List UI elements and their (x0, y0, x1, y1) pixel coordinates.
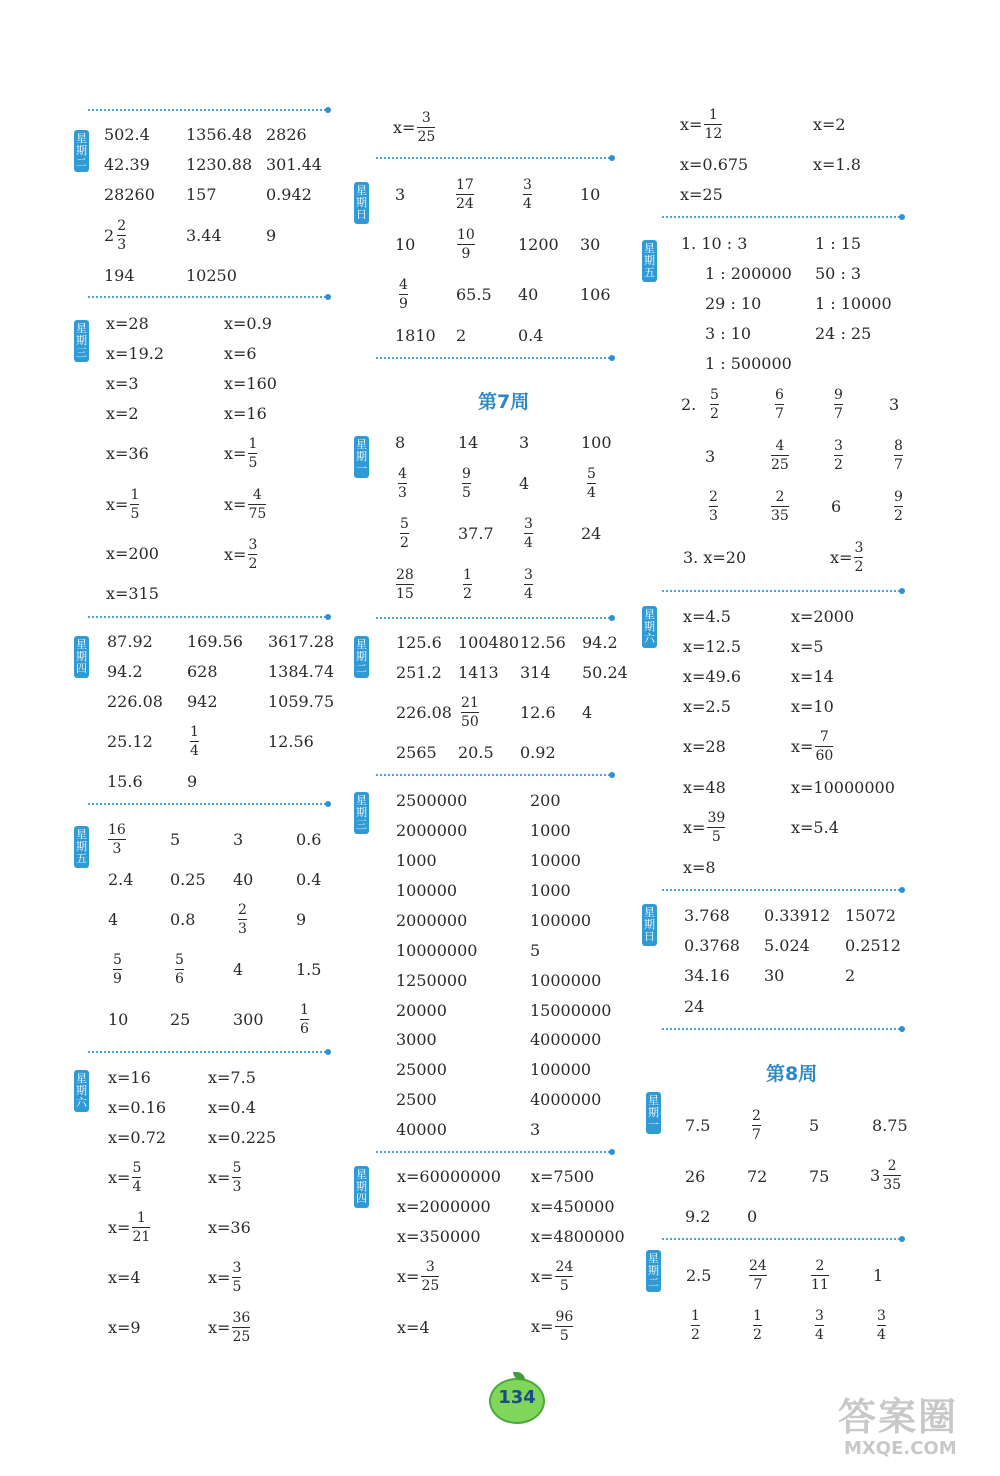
answer: x=2000 (791, 607, 855, 626)
answer: x=2000000 (397, 1197, 491, 1216)
answer: 100000 (530, 1060, 592, 1079)
answer: x=2 (106, 404, 139, 423)
answer: 5 (170, 830, 181, 849)
answer: 75 (809, 1167, 830, 1186)
answer: 5 (809, 1116, 820, 1135)
answer: 1000 (396, 851, 437, 870)
answer: 29 : 10 (705, 294, 762, 313)
answer: x=4 (397, 1318, 430, 1337)
day-tab-tuesday: 星期二 (354, 636, 369, 678)
answer: 2 (456, 326, 467, 345)
answer: 9.2 (685, 1207, 711, 1226)
answer: 1200 (518, 235, 559, 254)
answer: 628 (187, 662, 218, 681)
answer: 2500000 (396, 791, 468, 810)
answer: x=2.5 (683, 697, 731, 716)
section-divider (88, 803, 326, 805)
section-divider (662, 590, 900, 592)
answer: x=0.675 (680, 155, 749, 174)
answer: x=49.6 (683, 667, 742, 686)
answer: 26 (685, 1167, 706, 1186)
answer-fraction: 1 4 (190, 724, 199, 759)
answer: x=5.4 (791, 818, 839, 837)
answer-fraction: x= 1 21 (108, 1210, 151, 1245)
answer: 87.92 (107, 632, 153, 651)
answer: 37.7 (458, 524, 494, 543)
answer-fraction: 5 6 (175, 952, 184, 987)
answer: x=4 (108, 1268, 141, 1287)
answer: x=36 (208, 1218, 251, 1237)
answer-fraction: 5 2 (710, 387, 719, 422)
answer-fraction: 5 9 (113, 952, 122, 987)
day-tab-tuesday: 星期二 (646, 1250, 661, 1292)
answer: 1 : 10000 (815, 294, 892, 313)
answer: 8.75 (872, 1116, 908, 1135)
answer: 3617.28 (268, 632, 335, 651)
answer: 40 (233, 870, 254, 889)
answer: 300 (233, 1010, 264, 1029)
answer: 10 (108, 1010, 129, 1029)
answer-fraction: 1 2 (691, 1308, 700, 1343)
answer: x=16 (224, 404, 267, 423)
answer: x=0.16 (108, 1098, 167, 1117)
answer: 0.33912 (764, 906, 831, 925)
answer-fraction: 9 7 (834, 387, 843, 422)
answer-fraction: x= 3 2 (224, 537, 258, 572)
answer: 94.2 (107, 662, 143, 681)
day-tab-tuesday: 星期二 (74, 130, 89, 172)
answer: 8 (395, 433, 406, 452)
section-divider (376, 157, 610, 159)
answer: x=12.5 (683, 637, 742, 656)
mixed-number: 2 2 3 (104, 218, 127, 253)
watermark-logo: 答案圈 (838, 1395, 959, 1439)
answer-fraction: x= 39 5 (683, 810, 726, 845)
answer: 24 : 25 (815, 324, 872, 343)
answer-fraction: 16 3 (108, 822, 126, 857)
answer: 0.2512 (845, 936, 901, 955)
answer: 4 (108, 910, 119, 929)
answer-fraction: 2 7 (752, 1108, 761, 1143)
answer: x=200 (106, 544, 159, 563)
answer: 4 (233, 960, 244, 979)
answer: 106 (580, 285, 611, 304)
answer: 28260 (104, 185, 155, 204)
answer: 10 (580, 185, 601, 204)
answer: x=9 (108, 1318, 141, 1337)
answer: 50.24 (582, 663, 628, 682)
answer: 1000000 (530, 971, 602, 990)
answer: 2500 (396, 1090, 437, 1109)
answer: 2826 (266, 125, 307, 144)
watermark (838, 1386, 993, 1466)
answer: 3 : 10 (705, 324, 752, 343)
answer: x=315 (106, 584, 159, 603)
answer: 1250000 (396, 971, 468, 990)
answer: 1 (873, 1266, 884, 1285)
answer: 15000000 (530, 1001, 612, 1020)
answer: 125.6 (396, 633, 442, 652)
answer-fraction: 1 6 (300, 1002, 309, 1037)
answer: 25.12 (107, 732, 153, 751)
answer-fraction: 5 4 (587, 466, 596, 501)
answer-fraction: 4 25 (771, 438, 789, 473)
answer: 1413 (458, 663, 499, 682)
answer: 157 (186, 185, 217, 204)
answer-fraction: x= 3 5 (208, 1260, 242, 1295)
answer-fraction: x= 3 25 (393, 110, 436, 145)
answer: 24 (581, 524, 602, 543)
answer: 100000 (530, 911, 592, 930)
day-tab-thursday: 星期四 (74, 636, 89, 678)
answer: 6 (831, 497, 842, 516)
day-tab-wednesday: 星期三 (74, 320, 89, 362)
answer: 14 (458, 433, 479, 452)
answer-fraction: 6 7 (775, 387, 784, 422)
answer: 9 (266, 226, 277, 245)
answer: x=28 (106, 314, 149, 333)
answer-fraction: 9 2 (894, 489, 903, 524)
section-divider (376, 774, 610, 776)
answer: 100000 (396, 881, 458, 900)
answer: 0.3768 (684, 936, 740, 955)
answer: 0.8 (170, 910, 196, 929)
answer: 7.5 (685, 1116, 711, 1135)
day-tab-friday: 星期五 (74, 826, 89, 868)
day-tab-monday: 星期一 (646, 1092, 661, 1134)
answer: 314 (520, 663, 551, 682)
answer: 10250 (186, 266, 237, 285)
answer: x=16 (108, 1068, 151, 1087)
answer: 226.08 (396, 703, 452, 722)
answer: 65.5 (456, 285, 492, 304)
section-divider (662, 216, 900, 218)
answer: 0.4 (518, 326, 544, 345)
answer: 251.2 (396, 663, 442, 682)
answer-fraction: x= 3 2 (830, 540, 864, 575)
answer: x=48 (683, 778, 726, 797)
answer: 20000 (396, 1001, 447, 1020)
answer: x=2 (813, 115, 846, 134)
answer: x=25 (680, 185, 723, 204)
answer: 1059.75 (268, 692, 335, 711)
answer: 100 (581, 433, 612, 452)
answer: 10 (395, 235, 416, 254)
answer: 3 (530, 1120, 541, 1139)
answer: x=7.5 (208, 1068, 256, 1087)
answer: 1230.88 (186, 155, 253, 174)
answer-fraction: x= 1 5 (106, 487, 140, 522)
answer: 942 (187, 692, 218, 711)
answer: 12.6 (520, 703, 556, 722)
answer: x=350000 (397, 1227, 481, 1246)
answer: 72 (747, 1167, 768, 1186)
answer: 0.4 (296, 870, 322, 889)
watermark-url: MXQE.COM (844, 1438, 957, 1459)
answer: 3. x=20 (683, 548, 747, 567)
answer: 1810 (395, 326, 436, 345)
answer: x=10 (791, 697, 834, 716)
answer-fraction: x= 4 75 (224, 487, 267, 522)
day-tab-saturday: 星期六 (642, 606, 657, 648)
answer: 2 (845, 966, 856, 985)
answer: x=0.72 (108, 1128, 167, 1147)
answer: 30 (580, 235, 601, 254)
answer: x=160 (224, 374, 277, 393)
answer: x=5 (791, 637, 824, 656)
answer: 3.768 (684, 906, 730, 925)
answer-fraction: 2 35 (771, 489, 789, 524)
answer: 10000000 (396, 941, 478, 960)
answer-fraction: 17 24 (456, 177, 474, 212)
answer: 1356.48 (186, 125, 253, 144)
week-8-heading: 第8周 (766, 1063, 818, 1085)
answer-fraction: 21 50 (461, 695, 479, 730)
answer: 15.6 (107, 772, 143, 791)
section-divider (88, 616, 326, 618)
day-tab-thursday: 星期四 (354, 1166, 369, 1208)
answer: 10000 (530, 851, 581, 870)
answer: x=28 (683, 737, 726, 756)
answer: 0 (747, 1207, 758, 1226)
answer: 40000 (396, 1120, 447, 1139)
answer: 4000000 (530, 1030, 602, 1049)
answer: 3 (395, 185, 406, 204)
answer: 50 : 3 (815, 264, 862, 283)
answer: 200 (530, 791, 561, 810)
answer: 2.5 (686, 1266, 712, 1285)
answer: 0.6 (296, 830, 322, 849)
answer: 4 (519, 474, 530, 493)
answer: 0.25 (170, 870, 206, 889)
answer-fraction: 10 9 (457, 227, 475, 262)
answer-fraction: 5 2 (400, 516, 409, 551)
answer-fraction: 3 4 (524, 516, 533, 551)
answer: 1 : 500000 (705, 354, 792, 373)
answer-fraction: x= 1 5 (224, 436, 258, 471)
answer: 3 (233, 830, 244, 849)
answer-fraction: 2 3 (238, 902, 247, 937)
answer: x=4.5 (683, 607, 731, 626)
answer-fraction: 3 4 (523, 177, 532, 212)
answer: 12.56 (268, 732, 314, 751)
answer-fraction: 4 3 (398, 466, 407, 501)
answer: 40 (518, 285, 539, 304)
answer-fraction: x= 36 25 (208, 1310, 251, 1345)
answer-fraction: 4 9 (399, 277, 408, 312)
answer: 1000 (530, 821, 571, 840)
page-number: 134 (498, 1387, 536, 1408)
answer-fraction: x= 5 4 (108, 1160, 142, 1195)
answer-fraction: 3 4 (815, 1308, 824, 1343)
answer: x=3 (106, 374, 139, 393)
answer: 9 (296, 910, 307, 929)
answer: 20.5 (458, 743, 494, 762)
day-tab-friday: 星期五 (642, 240, 657, 282)
day-tab-saturday: 星期六 (74, 1070, 89, 1112)
answer-fraction: 3 4 (524, 567, 533, 602)
answer: 3000 (396, 1030, 437, 1049)
answer: 3 (705, 447, 716, 466)
answer: 169.56 (187, 632, 243, 651)
answer: 94.2 (582, 633, 618, 652)
answer: 12.56 (520, 633, 566, 652)
answer: x=14 (791, 667, 834, 686)
answer: 25000 (396, 1060, 447, 1079)
answer: 502.4 (104, 125, 150, 144)
week-7-heading: 第7周 (478, 391, 530, 413)
answer: 2.4 (108, 870, 134, 889)
answer: x=4800000 (531, 1227, 625, 1246)
answer-fraction: 9 5 (462, 466, 471, 501)
section-divider (662, 1028, 900, 1030)
answer: 100480 (458, 633, 520, 652)
answer-fraction: 3 4 (877, 1308, 886, 1343)
answer: 1000 (530, 881, 571, 900)
answer: x=10000000 (791, 778, 895, 797)
answer: 0.942 (266, 185, 312, 204)
answer: 1 : 200000 (705, 264, 792, 283)
answer: 226.08 (107, 692, 163, 711)
day-tab-sunday: 星期日 (642, 904, 657, 946)
answer: 4 (582, 703, 593, 722)
answer: 42.39 (104, 155, 150, 174)
answer-fraction: x= 1 12 (680, 107, 723, 142)
answer: x=60000000 (397, 1167, 501, 1186)
answer-fraction: x= 3 25 (397, 1259, 440, 1294)
answer: x=1.8 (813, 155, 861, 174)
answer: 5.024 (764, 936, 810, 955)
answer: x=7500 (531, 1167, 595, 1186)
answer: 25 (170, 1010, 191, 1029)
answer: 34.16 (684, 966, 730, 985)
answer: 1. 10 : 3 (681, 234, 748, 253)
section-divider (88, 109, 326, 111)
section-divider (376, 617, 610, 619)
section-divider (376, 1151, 610, 1153)
answer: 5 (530, 941, 541, 960)
answer-fraction: x= 24 5 (531, 1259, 574, 1294)
answer-fraction: 8 7 (894, 438, 903, 473)
answer: 194 (104, 266, 135, 285)
answer: 2. (681, 395, 697, 414)
answer: 1.5 (296, 960, 322, 979)
answer-fraction: 2 11 (811, 1258, 829, 1293)
answer-fraction: x= 5 3 (208, 1160, 242, 1195)
answer: x=36 (106, 444, 149, 463)
answer: 4000000 (530, 1090, 602, 1109)
answer: 3 (519, 433, 530, 452)
answer-fraction: 1 2 (463, 567, 472, 602)
answer: 30 (764, 966, 785, 985)
answer: x=19.2 (106, 344, 165, 363)
answer: 24 (684, 997, 705, 1016)
section-divider (88, 1051, 326, 1053)
section-divider (662, 889, 900, 891)
day-tab-sunday: 星期日 (354, 182, 369, 224)
answer: x=8 (683, 858, 716, 877)
section-divider (88, 296, 326, 298)
answer-fraction: 1 2 (753, 1308, 762, 1343)
answer: x=0.9 (224, 314, 272, 333)
answer-fraction: 3 2 (834, 438, 843, 473)
answer: 301.44 (266, 155, 322, 174)
answer: 1384.74 (268, 662, 335, 681)
section-divider (662, 1238, 900, 1240)
day-tab-monday: 星期一 (354, 436, 369, 478)
answer: 15072 (845, 906, 896, 925)
answer-fraction: 28 15 (396, 567, 414, 602)
answer: x=450000 (531, 1197, 615, 1216)
answer-fraction: x= 7 60 (791, 729, 834, 764)
answer: 0.92 (520, 743, 556, 762)
answer: 2000000 (396, 821, 468, 840)
answer: 2565 (396, 743, 437, 762)
mixed-number: 3 2 35 (870, 1158, 902, 1193)
answer: x=6 (224, 344, 257, 363)
answer: x=0.4 (208, 1098, 256, 1117)
page-number-badge (489, 1372, 541, 1420)
answer: 1 : 15 (815, 234, 862, 253)
answer: 9 (187, 772, 198, 791)
answer: 3 (889, 395, 900, 414)
answer-fraction: 2 3 (709, 489, 718, 524)
answer: x=0.225 (208, 1128, 277, 1147)
answer: 2000000 (396, 911, 468, 930)
answer-fraction: 24 7 (749, 1258, 767, 1293)
day-tab-wednesday: 星期三 (354, 792, 369, 834)
answer-fraction: x= 96 5 (531, 1309, 574, 1344)
answer: 3.44 (186, 226, 222, 245)
section-divider (376, 357, 610, 359)
